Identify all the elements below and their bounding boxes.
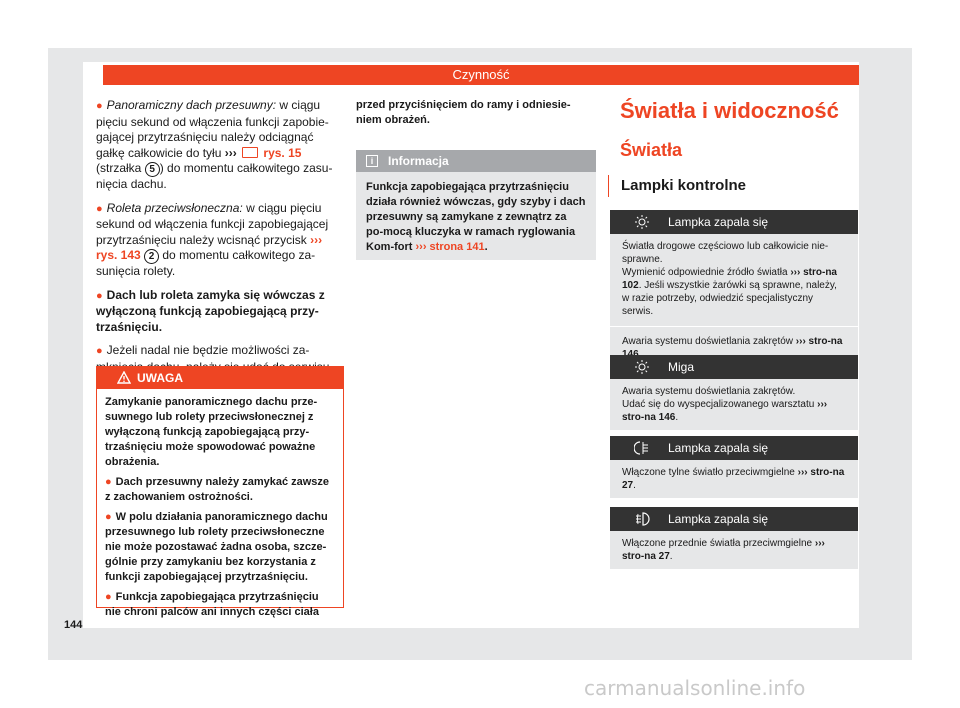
lamp-description: Awaria systemu doświetlania zakrętów. Udać się do wyspecjalizowanego warsztatu ››› stro-na 146. (622, 386, 828, 423)
list-item: ● Roleta przeciwsłoneczna: w ciągu pięciu sekund od włączenia funkcji zapobiegającej przytrzaśnięciu należy wcisnąć przycisk ››› rys. 143 2 do momentu całkowitego za-sunięcia rolety. (96, 200, 329, 278)
list-item: ● Jeżeli nadal nie będzie możliwości za- (96, 343, 310, 357)
list-item: ● W polu działania panoramicznego dachu przesuwnego lub rolety przeciwsłoneczne nie może pozostawać żadna osoba, szcze-gólnie przy zamykaniu bez korzystania z funkcji zapobiegającej przytrzaśnięciu. (105, 511, 328, 583)
bullet-icon: ● (96, 202, 103, 215)
callout-number: 5 (145, 162, 160, 177)
bullet-icon: ● (105, 591, 112, 603)
page-link[interactable]: ››› stro-na 146 (622, 399, 828, 423)
column-left (96, 98, 342, 383)
watermark-text: carmanualsonline.info (584, 676, 806, 700)
page-link[interactable]: ››› stro-na 102 (622, 267, 837, 291)
warning-header: UWAGA (97, 367, 343, 389)
divider (610, 326, 858, 327)
lamp-description: Włączone przednie światła przeciwmgielne ››› stro-na 27. (622, 538, 825, 562)
lamp-description: Włączone tylne światło przeciwmgielne ››› stro-na 27. (622, 467, 845, 491)
info-header: i Informacja (356, 150, 596, 172)
warning-continuation: przed przyciśnięciem do ramy i odniesie-niem obrażeń. (356, 99, 571, 126)
callout-number: 2 (144, 249, 159, 264)
info-box (356, 150, 596, 260)
bullet-icon: ● (105, 511, 112, 523)
lamp-card (610, 210, 858, 367)
page-link[interactable]: ››› strona 141 (415, 241, 485, 253)
lamp-card (610, 436, 858, 498)
figure-link[interactable]: rys. 15 (263, 145, 302, 160)
subsection-title: Lampki kontrolne (608, 175, 746, 197)
info-text: Funkcja zapobiegająca przytrzaśnięciu działa również wówczas, gdy szyby i dach przesuwny są zamykane z zewnątrz za po-mocą kluczyka w ramach ryglowania Kom-fort ››› strona 141. (366, 181, 586, 253)
info-icon: i (366, 155, 378, 167)
column-middle (356, 98, 596, 128)
list-item: ● Panoramiczny dach przesuwny: w ciągu pięciu sekund od włączenia funkcji zapobie-gającej przytrzaśnięciu należy odciągnąć gałkę całkowicie do tyłu ››› rys. 15 (strzałka 5 ) do momentu całkowitego zasu-nięcia dachu. (96, 98, 333, 191)
warning-box (96, 366, 344, 618)
lamp-header: Miga (610, 355, 858, 379)
page-link[interactable]: ››› stro-na 27 (622, 467, 845, 491)
sun-icon (634, 359, 650, 375)
bullet-icon: ● (96, 345, 103, 357)
warning-text: Zamykanie panoramicznego dachu prze-suwnego lub rolety przeciwsłonecznej z wyłączoną funkcją zapobiegającą przy-trzaśnięciu może spowodować poważne obrażenia. (105, 396, 318, 468)
page-number: 144 (64, 619, 83, 631)
section-title: Światła (620, 140, 683, 160)
lamp-header: Lampka zapala się (610, 436, 858, 460)
sun-icon (634, 214, 650, 230)
list-item: ● Dach przesuwny należy zamykać zawsze z zachowaniem ostrożności. (105, 476, 330, 503)
warning-triangle-icon (117, 371, 131, 384)
lamp-card (610, 507, 858, 569)
bullet-icon: ● (96, 100, 103, 112)
lamp-header: Lampka zapala się (610, 210, 858, 234)
section-header-bar: Czynność (103, 65, 859, 85)
list-item: ● Dach lub roleta zamyka się wówczas z wyłączoną funkcją zapobiegającą przy-trzaśnięciu. (96, 287, 325, 334)
page-link[interactable]: ››› stro-na 27 (622, 538, 825, 562)
chapter-title: Światła i widoczność (620, 98, 839, 123)
bullet-icon: ● (96, 289, 103, 302)
lamp-header: Lampka zapala się (610, 507, 858, 531)
lamp-card (610, 355, 858, 430)
figure-link[interactable]: ››› rys. 143 (96, 232, 323, 262)
rear-fog-icon (634, 440, 650, 456)
list-item: ● Funkcja zapobiegająca przytrzaśnięciu nie chroni palców ani innych części ciała (105, 591, 319, 618)
lamp-description: Światła drogowe częściowo lub całkowicie nie-sprawne. Wymienić odpowiednie źródło światła ››› stro-na 102. Jeśli wszystkie żarówki są sprawne, należy, w razie potrzeby, odwiedzić specjalistyczny serwis. Awaria systemu doświetlania zakrętów ››› stro-na (610, 234, 858, 367)
page-link[interactable]: ››› stro-na (795, 336, 843, 347)
front-fog-icon (634, 511, 650, 527)
bullet-icon: ● (105, 476, 112, 488)
book-icon (242, 147, 258, 158)
